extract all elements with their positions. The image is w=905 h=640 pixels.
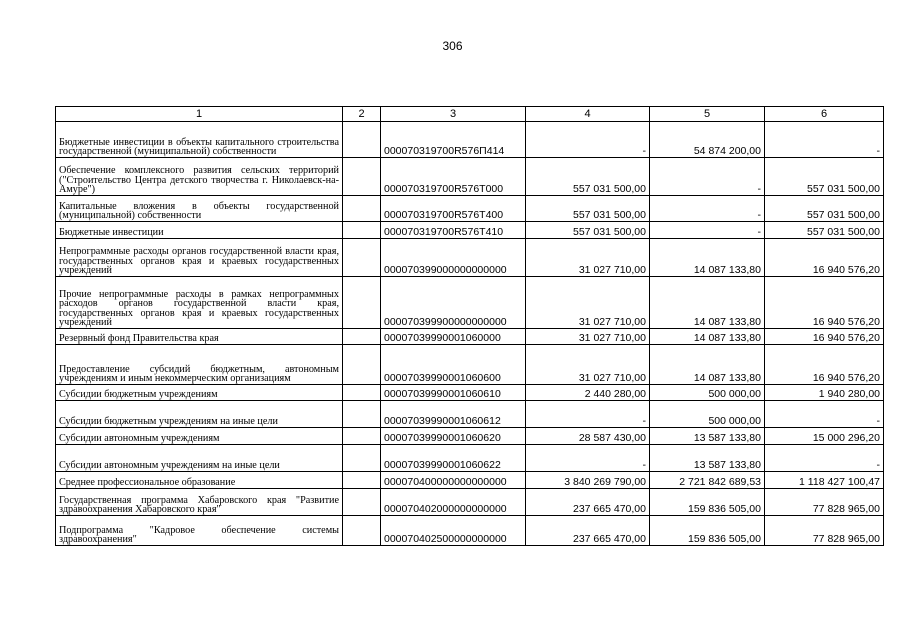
row-value-4: 557 031 500,00 [526,158,650,196]
table-row [56,222,884,239]
row-value-4: 28 587 430,00 [526,428,650,445]
row-col2 [343,158,381,196]
table-row [56,329,884,345]
table-row [56,196,884,222]
row-name: Государственная программа Хабаровского края "Развитие здравоохранения Хабаровского края" [56,489,343,516]
row-value-4: 237 665 470,00 [526,489,650,516]
table-row [56,239,884,277]
row-col2 [343,401,381,428]
row-name: Обеспечение комплексного развития сельских территорий ("Строительство Центра детского творчества г. Николаевск-на-Амуре") [56,158,343,196]
row-value-4: 31 027 710,00 [526,277,650,329]
row-value-6: 77 828 965,00 [765,489,884,516]
row-value-6: 557 031 500,00 [765,158,884,196]
row-col2 [343,277,381,329]
header-cell: 6 [765,107,884,122]
row-value-6: 16 940 576,20 [765,277,884,329]
row-name: Капитальные вложения в объекты государственной (муниципальной) собственности [56,196,343,222]
table-row [56,385,884,401]
row-value-5: - [650,158,765,196]
row-col2 [343,516,381,546]
header-cell: 3 [381,107,526,122]
table-row [56,158,884,196]
row-value-5: 159 836 505,00 [650,516,765,546]
row-name: Субсидии автономным учреждениям [56,428,343,445]
row-value-5: 14 087 133,80 [650,277,765,329]
row-value-5: 13 587 133,80 [650,445,765,472]
row-code: 000070319700R576Т400 [381,196,526,222]
row-code: 00007039990001060612 [381,401,526,428]
row-value-5: 13 587 133,80 [650,428,765,445]
header-cell: 5 [650,107,765,122]
row-code: 000070400000000000000 [381,472,526,489]
header-cell: 1 [56,107,343,122]
row-value-4: - [526,445,650,472]
table-row [56,428,884,445]
page-number: 306 [442,39,463,53]
row-value-4: 31 027 710,00 [526,345,650,385]
row-value-5: 500 000,00 [650,401,765,428]
row-value-5: 159 836 505,00 [650,489,765,516]
row-code: 000070319700R576П414 [381,122,526,158]
table-row [56,516,884,546]
row-value-6: - [765,122,884,158]
row-name: Бюджетные инвестиции в объекты капитального строительства государственной (муниципальной) собственности [56,122,343,158]
row-name: Подпрограмма "Кадровое обеспечение системы здравоохранения" [56,516,343,546]
row-value-6: 557 031 500,00 [765,196,884,222]
row-name: Непрограммные расходы органов государственной власти края, государственных органов края и краевых государственных учреждений [56,239,343,277]
row-value-5: 14 087 133,80 [650,239,765,277]
table-row [56,277,884,329]
row-name: Прочие непрограммные расходы в рамках непрограммных расходов органов государственной власти края, государственных органов края и краевых государственных учреждений [56,277,343,329]
row-code: 000070402000000000000 [381,489,526,516]
row-name: Резервный фонд Правительства края [56,329,343,345]
row-value-6: - [765,445,884,472]
row-value-6: 557 031 500,00 [765,222,884,239]
row-name: Субсидии бюджетным учреждениям на иные цели [56,401,343,428]
row-value-4: 557 031 500,00 [526,196,650,222]
table-row [56,489,884,516]
row-code: 00007039990001060610 [381,385,526,401]
row-col2 [343,345,381,385]
row-value-4: 31 027 710,00 [526,239,650,277]
row-value-4: 3 840 269 790,00 [526,472,650,489]
table-row [56,445,884,472]
row-col2 [343,385,381,401]
table-row [56,122,884,158]
row-name: Субсидии бюджетным учреждениям [56,385,343,401]
row-name: Предоставление субсидий бюджетным, автономным учреждениям и иным некоммерческим организациям [56,345,343,385]
row-col2 [343,489,381,516]
header-cell: 4 [526,107,650,122]
table-row [56,345,884,385]
row-value-4: 2 440 280,00 [526,385,650,401]
row-value-5: 2 721 842 689,53 [650,472,765,489]
table-row [56,472,884,489]
row-value-6: 16 940 576,20 [765,329,884,345]
row-code: 00007039990001060622 [381,445,526,472]
row-code: 00007039990001060600 [381,345,526,385]
row-value-4: - [526,122,650,158]
row-code: 000070399000000000000 [381,239,526,277]
row-col2 [343,329,381,345]
row-name: Бюджетные инвестиции [56,222,343,239]
row-value-5: 54 874 200,00 [650,122,765,158]
row-code: 000070319700R576Т000 [381,158,526,196]
row-value-5: - [650,222,765,239]
budget-table [55,106,884,546]
row-value-6: 1 118 427 100,47 [765,472,884,489]
row-value-6: 16 940 576,20 [765,345,884,385]
row-value-6: 15 000 296,20 [765,428,884,445]
row-value-5: 14 087 133,80 [650,345,765,385]
row-code: 00007039990001060000 [381,329,526,345]
row-value-6: 1 940 280,00 [765,385,884,401]
row-value-5: - [650,196,765,222]
row-value-4: 557 031 500,00 [526,222,650,239]
header-cell: 2 [343,107,381,122]
row-name: Субсидии автономным учреждениям на иные цели [56,445,343,472]
row-col2 [343,428,381,445]
row-col2 [343,222,381,239]
row-col2 [343,445,381,472]
table-row [56,401,884,428]
row-value-5: 14 087 133,80 [650,329,765,345]
row-code: 000070402500000000000 [381,516,526,546]
row-col2 [343,196,381,222]
row-value-4: - [526,401,650,428]
row-code: 000070319700R576Т410 [381,222,526,239]
row-code: 000070399900000000000 [381,277,526,329]
header-row [56,107,884,122]
row-col2 [343,122,381,158]
row-value-4: 237 665 470,00 [526,516,650,546]
row-value-5: 500 000,00 [650,385,765,401]
row-name: Среднее профессиональное образование [56,472,343,489]
row-col2 [343,239,381,277]
row-value-6: - [765,401,884,428]
row-col2 [343,472,381,489]
row-value-6: 77 828 965,00 [765,516,884,546]
row-value-6: 16 940 576,20 [765,239,884,277]
row-value-4: 31 027 710,00 [526,329,650,345]
row-code: 00007039990001060620 [381,428,526,445]
